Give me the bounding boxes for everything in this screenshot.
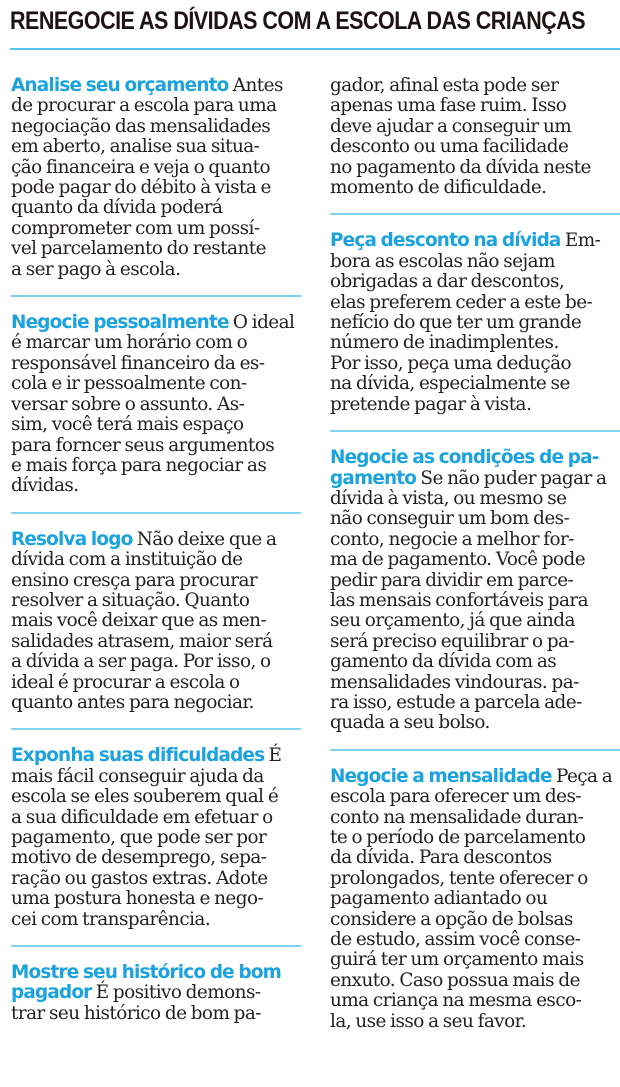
tip-mostre-historico: Mostre seu histórico de bom pagador É positivo demons- trar seu histórico de bom pa- — [11, 962, 282, 1024]
tip-heading: Negocie pessoalmente — [11, 312, 229, 334]
tip-peca-desconto: Peça desconto na dívida Em- bora as escolas não sejam obrigadas a dar descontos, elas preferem ceder a este be- nefício do que ter um grande número de inadimplentes. Por isso, peça uma dedução na dívida, especialmente se pretende pagar à vista. — [330, 230, 601, 415]
right-column — [330, 76, 618, 1032]
tip-exponha-dificuldades: Exponha suas dificuldades É mais fácil conseguir ajuda da escola se eles souberem qual é a sua dificuldade em efetuar o pagamento, que pode ser por motivo de desemprego, sepa- ração ou gastos extras. Adote uma postura honesta e nego- cei com transparência. — [11, 745, 282, 930]
section-divider — [330, 749, 620, 751]
tip-mostre-historico-continuation: gador, afinal esta pode ser apenas uma fase ruim. Isso deve ajudar a conseguir um desconto ou uma facilidade no pagamento da dívida neste momento de dificuldade. — [330, 75, 591, 199]
tip-negocie-condicoes: Negocie as condições de pa- gamento Se não puder pagar a dívida à vista, ou mesmo se não conseguir um bom des- conto, negocie a melhor for- ma de pagamento. Você pode pedir para dividir em parce- las mensais confortáveis para seu orçamento, já que ainda será preciso equilibrar o pa- gamento da dívida com as mensalidades vindouras. pa- ra isso, estude a parcela ade- quada a seu bolso. — [330, 447, 607, 734]
tip-negocie-pessoalmente: Negocie pessoalmente O ideal é marcar um horário com o responsável financeiro da es- cola e ir pessoalmente con- versar sobre o assunto. As- sim, você terá mais espaço para forncer seus argumentos e mais força para negociar as dívidas. — [11, 312, 295, 497]
tip-heading: Negocie a mensalidade — [330, 765, 552, 787]
section-divider — [11, 728, 301, 730]
section-divider — [330, 430, 620, 432]
tip-heading-cont: pagador — [11, 982, 92, 1004]
section-divider — [330, 213, 620, 215]
article-title: RENEGOCIE AS DÍVIDAS COM A ESCOLA DAS CRIANÇAS — [10, 7, 586, 35]
section-divider — [11, 945, 301, 947]
tip-heading: Exponha suas dificuldades — [11, 745, 265, 767]
tip-heading: Analise seu orçamento — [11, 75, 229, 96]
tip-heading: Mostre seu histórico de bom — [11, 962, 282, 984]
tip-negocie-mensalidade: Negocie a mensalidade Peça a escola para oferecer um des- conto na mensalidade duran- te o período de parcelamento da dívida. Para descontos prolongados, tente oferecer o pagamento adiantado ou considere a opção de bolsas de estudo, assim você conse- guirá ter um orçamento mais enxuto. Caso possua mais de uma criança na mesma esco- la, use isso a seu favor. — [330, 765, 613, 1032]
tip-resolva-logo: Resolva logo Não deixe que a dívida com a instituição de ensino cresça para procurar resolver a situação. Quanto mais você deixar que as men- salidades atrasem, maior será a dívida a ser paga. Por isso, o ideal é procurar a escola o quanto antes para negociar. — [11, 528, 277, 713]
tip-analise-orcamento: Analise seu orçamento Antes de procurar a escola para uma negociação das mensalidades em aberto, analise sua situa- ção financeira e veja o quanto pode pagar do débito à vista e quanto da dívida poderá comprometer com um possí- vel parcelamento do restante a ser pago à escola. — [11, 75, 283, 280]
tip-heading: Resolva logo — [11, 528, 133, 550]
tip-heading-cont: gamento — [330, 467, 417, 489]
tip-heading: Peça desconto na dívida — [330, 230, 561, 252]
section-divider — [11, 512, 301, 514]
left-column — [11, 76, 299, 1024]
section-divider — [11, 295, 301, 297]
title-divider — [10, 48, 620, 50]
tip-heading: Negocie as condições de pa- — [330, 447, 599, 469]
